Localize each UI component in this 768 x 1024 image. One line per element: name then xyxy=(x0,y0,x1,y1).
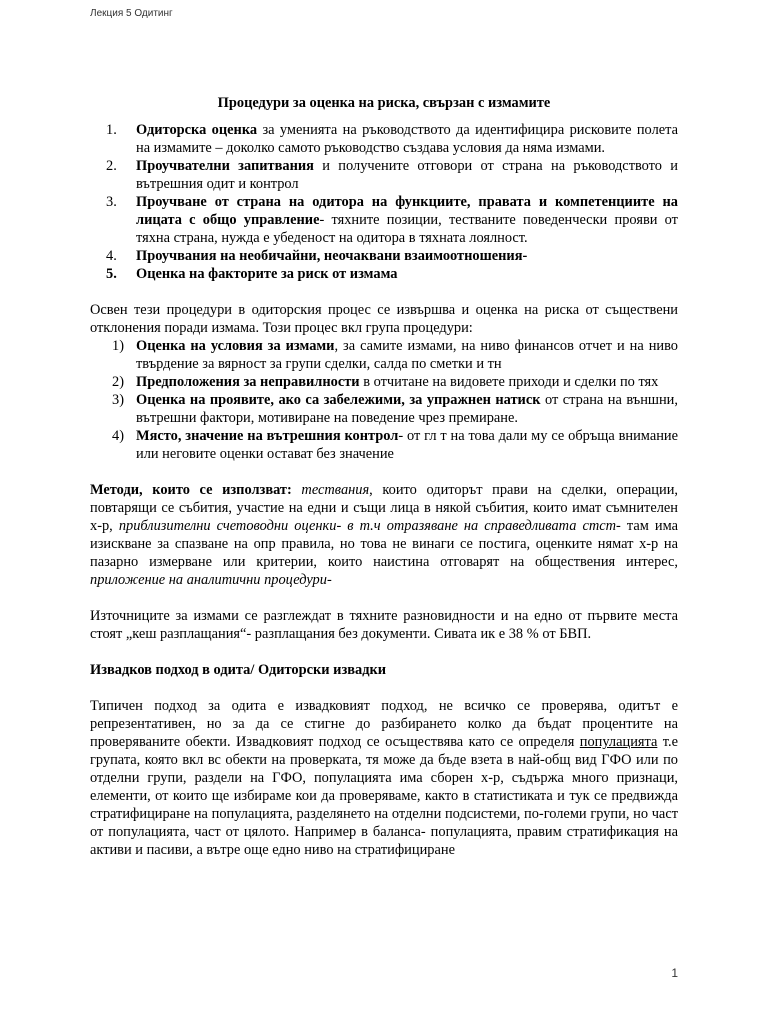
paragraph-methods xyxy=(90,481,678,589)
list-item-bold: Предположения за неправилности xyxy=(136,374,360,390)
list-item-bold: Проучвателни запитвания xyxy=(136,158,314,174)
risk-procedures-list xyxy=(90,121,678,283)
list-item-bold: Оценка на условия за измами xyxy=(136,338,335,354)
fraud-risk-assessment-list xyxy=(90,337,678,463)
list-number: 3. xyxy=(106,194,117,210)
methods-italic-3: приложение на аналитични процедури- xyxy=(90,572,332,588)
sampling-underlined-term: популацията xyxy=(579,734,658,750)
list-item xyxy=(106,247,678,265)
page-title: Процедури за оценка на риска, свързан с измамите xyxy=(217,95,551,111)
list-item-bold: Оценка на проявите, ако са забележими, за упражнен натиск xyxy=(136,392,541,408)
section-heading: Извадков подход в одита/ Одиторски извадки xyxy=(90,662,387,678)
document-body xyxy=(90,94,678,859)
list-number: 5. xyxy=(106,266,117,282)
sampling-text-2: т.е групата, която вкл вс обекти на проверката, тя може да бъде взета в най-общ вид ГФО или по отделни групи, раздели на ГФО, популацията има сборен х-р, съдържа много признаци, елементи, от които ще избираме кои да проверяваме, както в статистиката и тук се предвижда стратифициране на популацията, разделянето на отделни подсистеми, по-големи групи, но част от популацията, част от цялото. Например в баланса- популацията, правим стратификация на активи и пасиви, а вътре още едно ниво на стратифициране xyxy=(90,734,678,858)
list-item-bold: Място, значение на вътрешния контрол xyxy=(136,428,399,444)
list-item xyxy=(112,373,678,391)
paragraph-sources: Източниците за измами се разглеждат в тяхните разновидности и на едно от първите места стоят „кеш разплащания“- разплащания без документи. Сивата ик е 38 % от БВП. xyxy=(90,608,678,642)
list-number: 1. xyxy=(106,122,117,138)
list-item xyxy=(112,391,678,427)
methods-italic-1: тествания xyxy=(291,482,370,498)
methods-italic-2: приблизителни счетоводни оценки- в т.ч отразяване на справедливата стст- xyxy=(118,518,621,534)
list-item-bold: Оценка на факторите за риск от измама xyxy=(136,266,398,282)
list-item-text: - тяхните позиции, тестваните поведенчески прояви от тяхна страна, нужда е убеденост на одитора в тяхната лоялност. xyxy=(136,212,678,246)
list-item-bold: Проучване от страна на одитора на функциите, правата и компетенциите на лицата с общо управление xyxy=(136,194,678,228)
list-number: 1) xyxy=(112,338,124,354)
list-item-text: , за самите измами, на ниво финансов отчет и на ниво твърдение за вярност за групи сделки, салда по сметки и тн xyxy=(136,338,678,372)
list-number: 2. xyxy=(106,158,117,174)
list-item xyxy=(106,265,678,283)
list-item-text: - от гл т на това дали му се обръща внимание или неговите оценки остават без значение xyxy=(136,428,678,462)
methods-text-2: там има изискване за спазване на опр правила, но това не винаги се постига, оценките нямат х-р на пазарно измерване или критерии, които наистина отговарят на обществения интерес, xyxy=(90,518,678,570)
methods-text-1: , които одиторът прави на сделки, операции, повтарящи се събития, участие на едни и същи лица в някой събития, които имат съмнителен х-р, xyxy=(90,482,679,534)
paragraph-sampling xyxy=(90,697,678,859)
list-item-text: в отчитане на видовете приходи и сделки по тях xyxy=(359,374,659,390)
list-item xyxy=(112,337,678,373)
list-number: 2) xyxy=(112,374,124,390)
list-number: 4. xyxy=(106,248,117,264)
paragraph-intro: Освен тези процедури в одиторския процес се извършва и оценка на риска от съществени отклонения поради измама. Този процес вкл група процедури: xyxy=(90,302,678,336)
sampling-text-1: Типичен подход за одита е извадковият подход, не всичко се проверява, одитът е репрезентативен, но за да се стигне до разбирането колко да бъдат процентите на проверяваните обекти. Извадковият подход се осъществява като се определя xyxy=(90,698,678,750)
list-number: 4) xyxy=(112,428,124,444)
list-item-bold: Одиторска оценка xyxy=(136,122,258,138)
page-number: 1 xyxy=(671,966,678,980)
list-item xyxy=(112,427,678,463)
list-item-text: и получените отговори от страна на ръководството и вътрешния одит и контрол xyxy=(136,158,678,192)
list-item-bold: Проучвания на необичайни, неочаквани взаимоотношения- xyxy=(136,248,528,264)
list-number: 3) xyxy=(112,392,124,408)
methods-label: Методи, които се използват: xyxy=(90,482,292,498)
running-header: Лекция 5 Одитинг xyxy=(90,8,173,19)
list-item xyxy=(106,121,678,157)
list-item xyxy=(106,157,678,193)
list-item xyxy=(106,193,678,247)
list-item-text: за уменията на ръководството да идентифицира рисковите полета на измамите – доколко самото ръководство създава условия да няма измами. xyxy=(136,122,678,156)
list-item-text: от страна на външни, вътрешни фактори, мотивиране на поведение чрез премиране. xyxy=(136,392,678,426)
